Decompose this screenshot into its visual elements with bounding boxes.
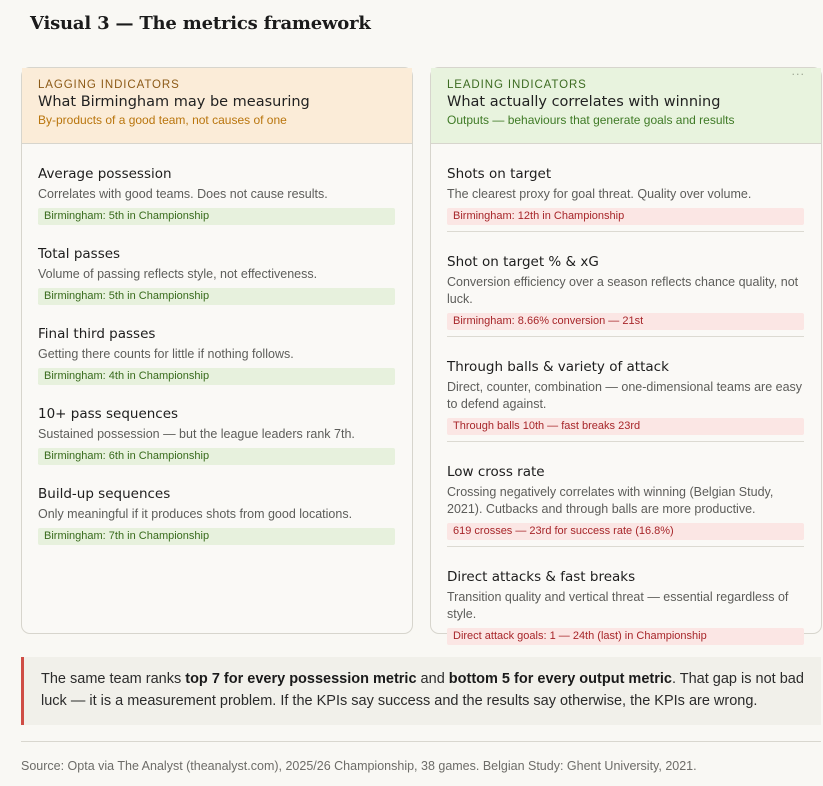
metric-name: 10+ pass sequences — [38, 406, 179, 422]
leading-item-through-balls — [447, 337, 804, 442]
leading-eyebrow: LEADING INDICATORS — [447, 79, 587, 91]
lagging-item-total-passes — [38, 224, 395, 304]
lagging-item-average-possession — [38, 144, 395, 224]
ranking-badge: Birmingham: 6th in Championship — [38, 448, 395, 465]
metric-description: Volume of passing reflects style, not effectiveness. — [38, 267, 318, 281]
leading-item-low-cross-rate — [447, 442, 804, 547]
callout-text-1: The same team ranks — [41, 671, 186, 687]
lagging-item-list — [22, 144, 412, 544]
callout-text-2: and — [416, 671, 449, 687]
lagging-title: What Birmingham may be measuring — [38, 94, 310, 110]
lagging-item-build-up-sequences — [38, 464, 395, 544]
leading-indicators-card — [430, 67, 822, 642]
more-dots-icon[interactable]: ··· — [791, 68, 805, 81]
leading-subtitle: Outputs — behaviours that generate goals and results — [447, 113, 735, 127]
metric-description: Transition quality and vertical threat — essential regardless of style. — [447, 590, 789, 621]
lagging-eyebrow: LAGGING INDICATORS — [38, 79, 180, 91]
leading-item-direct-attacks — [447, 547, 804, 651]
metric-name: Shots on target — [447, 166, 552, 182]
leading-item-shots-on-target — [447, 144, 804, 232]
lagging-subtitle: By-products of a good team, not causes of one — [38, 113, 287, 127]
ranking-badge: Birmingham: 5th in Championship — [38, 208, 395, 225]
leading-title: What actually correlates with winning — [447, 94, 721, 110]
metric-description: Direct, counter, combination — one-dimensional teams are easy to defend against. — [447, 380, 803, 411]
lagging-item-final-third-passes — [38, 304, 395, 384]
callout-bold-1: top 7 for every possession metric — [185, 671, 417, 687]
page-title: Visual 3 — The metrics framework — [30, 13, 371, 34]
summary-callout — [21, 657, 821, 725]
metric-description: Conversion efficiency over a season reflects chance quality, not luck. — [447, 275, 799, 306]
footer-divider — [21, 741, 821, 742]
ranking-badge: Birmingham: 8.66% conversion — 21st — [447, 313, 804, 330]
ranking-badge: Direct attack goals: 1 — 24th (last) in Championship — [447, 628, 804, 645]
metric-name: Average possession — [38, 166, 172, 182]
metric-description: Only meaningful if it produces shots from good locations. — [38, 507, 353, 521]
lagging-card-header — [22, 68, 412, 144]
callout-bold-2: bottom 5 for every output metric — [448, 671, 672, 687]
metric-name: Final third passes — [38, 326, 156, 342]
metric-description: Crossing negatively correlates with winning (Belgian Study, 2021). Cutbacks and through balls are more productive. — [447, 485, 774, 516]
metric-description: Correlates with good teams. Does not cause results. — [38, 187, 328, 201]
leading-card-header — [431, 68, 821, 144]
source-note: Source: Opta via The Analyst (theanalyst.com), 2025/26 Championship, 38 games. Belgian Study: Ghent University, 2021. — [21, 759, 697, 773]
ranking-badge: Birmingham: 5th in Championship — [38, 288, 395, 305]
callout-text-3: . That gap is not bad luck — it is a measurement problem. If the KPIs say success and the results say otherwise, the KPIs are wrong. — [41, 671, 804, 709]
metric-description: The clearest proxy for goal threat. Quality over volume. — [447, 187, 752, 201]
metric-description: Sustained possession — but the league leaders rank 7th. — [38, 427, 355, 441]
ranking-badge: Birmingham: 7th in Championship — [38, 528, 395, 545]
metric-name: Through balls & variety of attack — [447, 359, 669, 375]
metric-description: Getting there counts for little if nothing follows. — [38, 347, 294, 361]
ranking-badge: Through balls 10th — fast breaks 23rd — [447, 418, 804, 435]
ranking-badge: Birmingham: 12th in Championship — [447, 208, 804, 225]
lagging-indicators-card — [21, 67, 413, 634]
ranking-badge: 619 crosses — 23rd for success rate (16.8%) — [447, 523, 804, 540]
ranking-badge: Birmingham: 4th in Championship — [38, 368, 395, 385]
metric-name: Shot on target % & xG — [447, 254, 599, 270]
leading-item-shot-on-target-xg — [447, 232, 804, 337]
metric-name: Build-up sequences — [38, 486, 171, 502]
leading-item-list — [431, 144, 821, 651]
lagging-item-pass-sequences — [38, 384, 395, 464]
metric-name: Direct attacks & fast breaks — [447, 569, 636, 585]
metric-name: Total passes — [38, 246, 121, 262]
metric-name: Low cross rate — [447, 464, 545, 480]
